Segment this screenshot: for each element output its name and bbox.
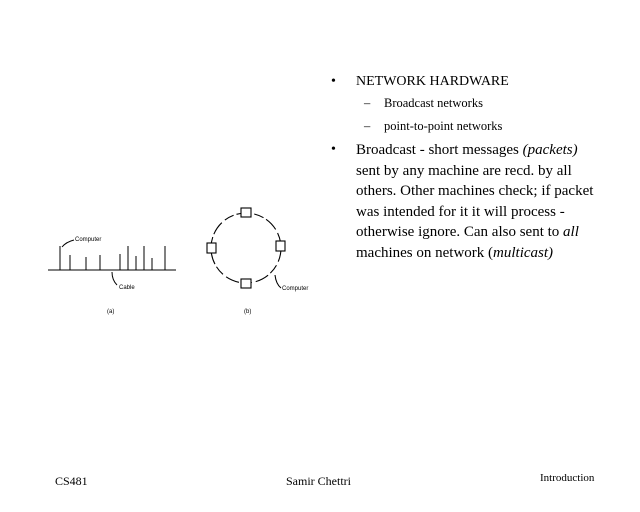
- subitem-dash-2: –: [364, 119, 371, 133]
- bus-network-diagram: [48, 240, 176, 285]
- bullet-title-network-hardware: NETWORK HARDWARE: [356, 74, 509, 89]
- ring-station-left: [207, 243, 216, 253]
- footer-author: Samir Chettri: [286, 474, 351, 488]
- paragraph-segment: sent by any machine are recd. by all others. Other machines check; if packet was intended for it it will process - otherwise ignore. Can also sent to: [356, 162, 594, 240]
- ring-caption: (b): [244, 309, 252, 315]
- paragraph-segment-italic: (packets): [522, 142, 578, 158]
- ring-computer-label: Computer: [282, 286, 309, 292]
- ring-station-right: [276, 241, 285, 251]
- subitem-dash-1: –: [364, 96, 371, 110]
- paragraph-segment: Broadcast - short messages: [356, 142, 523, 158]
- bullet-marker-1: •: [331, 74, 336, 89]
- subitem-broadcast-networks: Broadcast networks: [384, 96, 483, 110]
- bullet-marker-2: •: [331, 142, 336, 157]
- paragraph-segment-italic: all: [563, 224, 579, 240]
- bus-cable-label: Cable: [119, 285, 135, 291]
- broadcast-paragraph: [356, 140, 596, 263]
- ring-computer-pointer-arrow: [275, 275, 281, 288]
- paragraph-segment-italic: multicast): [493, 244, 554, 261]
- ring-cable: [211, 213, 281, 283]
- cable-pointer-arrow: [112, 272, 117, 285]
- footer-course-code: CS481: [55, 474, 88, 488]
- paragraph-segment: machines on network (: [356, 244, 494, 261]
- subitem-point-to-point-networks: point-to-point networks: [384, 119, 503, 133]
- network-topology-figure: [40, 200, 320, 320]
- footer-section-title: Introduction: [540, 472, 595, 484]
- bus-caption: (a): [107, 309, 115, 315]
- ring-station-bottom: [241, 279, 251, 288]
- ring-network-diagram: [207, 208, 285, 288]
- bus-computer-label: Computer: [75, 237, 102, 243]
- ring-station-top: [241, 208, 251, 217]
- computer-pointer-arrow: [62, 240, 74, 247]
